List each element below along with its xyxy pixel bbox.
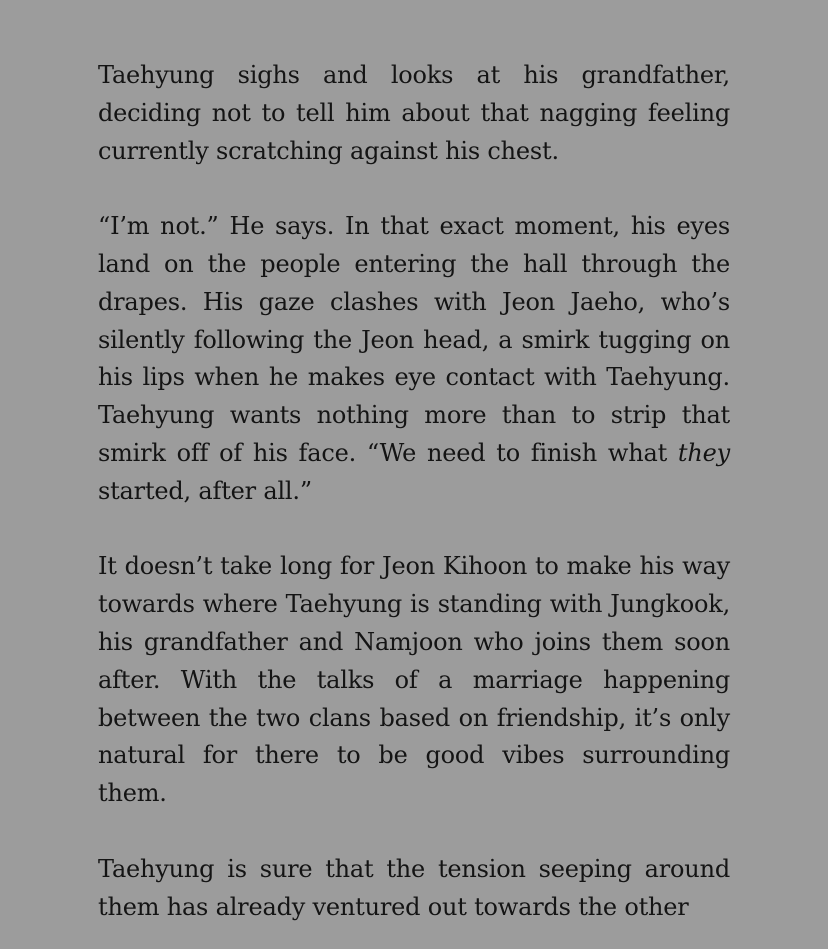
- paragraph-2: [98, 208, 730, 510]
- document-body: [98, 57, 730, 926]
- paragraph-1: Taehyung sighs and looks at his grandfather, deciding not to tell him about that nagging feeling currently scratching against his chest.: [98, 61, 730, 165]
- paragraph-3: It doesn’t take long for Jeon Kihoon to make his way towards where Taehyung is standing with Jungkook, his grandfather and Namjoon who joins them soon after. With the talks of a marriage happening between the two clans based on friendship, it’s only natural for there to be good vibes surrounding them.: [98, 552, 730, 808]
- emphasized-word: they: [677, 438, 730, 467]
- paragraph-2-text: “I’m not.” He says. In that exact moment, his eyes land on the people entering the hall through the drapes. His gaze clashes with Jeon Jaeho, who’s silently following the Jeon head, a smirk tugging on his lips when he makes eye contact with Taehyung. Taehyung wants nothing more than to strip that smirk off of his face. “We need to finish what: [98, 212, 730, 467]
- paragraph-2-text-end: started, after all.”: [98, 476, 312, 505]
- paragraph-4: Taehyung is sure that the tension seeping around them has already ventured out towards the other: [98, 854, 730, 921]
